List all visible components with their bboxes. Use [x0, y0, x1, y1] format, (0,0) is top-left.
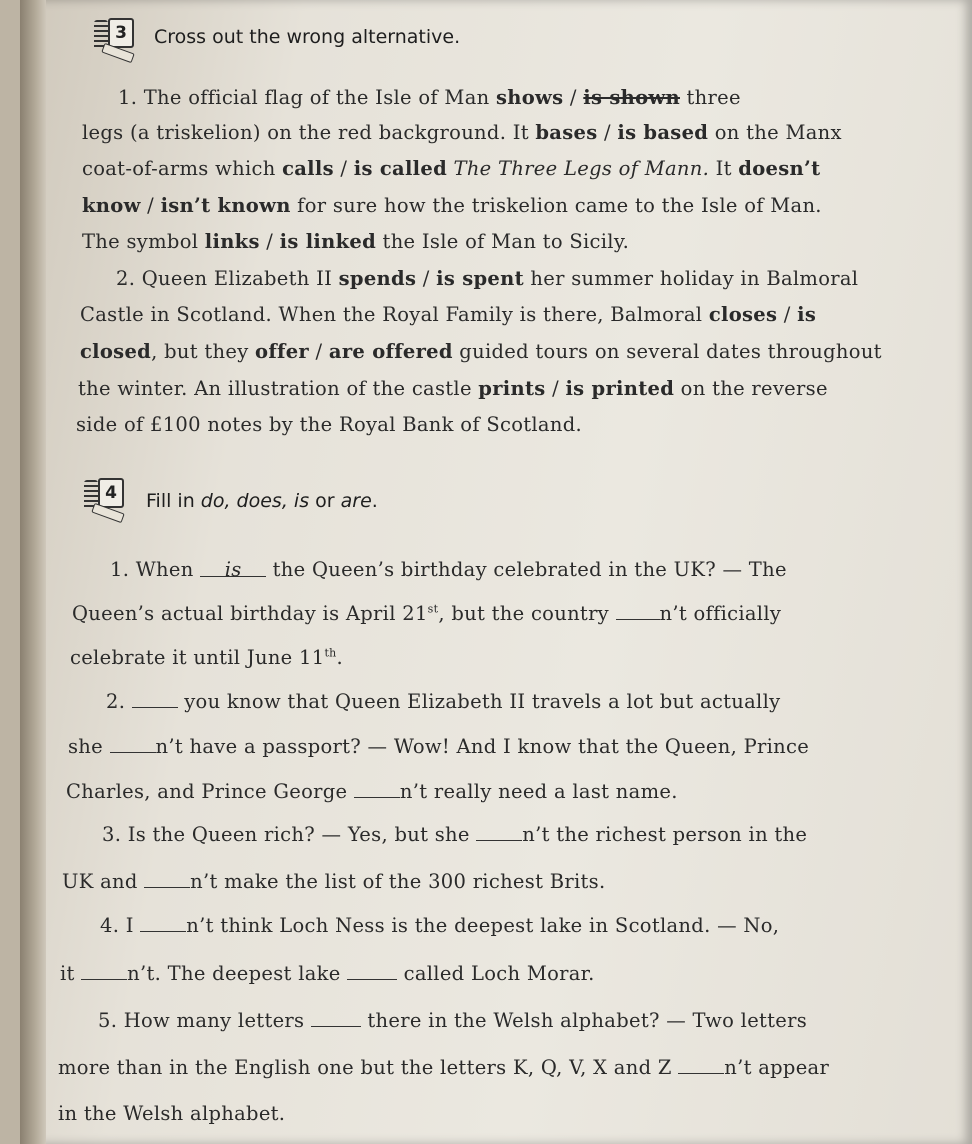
ex4-line-6 — [66, 779, 678, 803]
text: 1. When — [110, 558, 201, 581]
text: more than in the English one but the letters K, Q, V, X and Z — [58, 1056, 679, 1079]
answer-blank[interactable] — [347, 961, 397, 980]
text: 3. Is the Queen rich? — Yes, but she — [102, 823, 477, 846]
alternative: doesn’t — [738, 157, 821, 180]
alternative: is spent — [436, 267, 524, 290]
text: n’t have a passport? — Wow! And I know that the Queen, Prince — [155, 735, 810, 758]
ex3-line-8 — [80, 340, 882, 363]
ex3-line-1 — [118, 86, 741, 109]
alternative: calls — [282, 157, 334, 180]
alternative: is printed — [565, 377, 675, 400]
slash: / — [597, 121, 618, 144]
alternative: is — [797, 303, 817, 326]
answer-blank[interactable]: is — [200, 558, 266, 577]
ex3-line-4 — [82, 194, 822, 217]
text: n’t make the list of the 300 richest Brits. — [190, 870, 606, 893]
alternative: isn’t known — [160, 194, 291, 217]
text: n’t really need a last name. — [399, 780, 678, 803]
exercise-number: 3 — [108, 18, 134, 48]
ex4-line-9 — [100, 913, 779, 937]
exercise-4-instruction — [146, 490, 378, 512]
text: for sure how the triskelion came to the Isle of Man. — [290, 194, 822, 217]
exercise-3-instruction: Cross out the wrong alternative. — [154, 26, 461, 48]
ex3-line-9 — [78, 377, 828, 400]
alternative: are offered — [328, 340, 453, 363]
slash: / — [416, 267, 437, 290]
alternative: bases — [535, 121, 598, 144]
slash: / — [563, 86, 584, 109]
text: celebrate it until June 11 — [70, 646, 325, 669]
exercise-4-badge — [78, 478, 124, 518]
answer-blank[interactable] — [354, 779, 400, 798]
answer-blank[interactable] — [140, 913, 186, 932]
text: or — [309, 490, 341, 512]
text: on the Manx — [708, 121, 842, 144]
answer-blank[interactable] — [678, 1055, 724, 1074]
text: n’t. The deepest lake — [127, 962, 348, 985]
alternative: know — [82, 194, 141, 217]
text: on the reverse — [674, 377, 828, 400]
text: Castle in Scotland. When the Royal Family is there, Balmoral — [80, 303, 709, 326]
text: 4. I — [100, 914, 141, 937]
text: Queen’s actual birthday is April 21 — [72, 602, 428, 625]
ex4-line-8 — [62, 869, 605, 893]
text: she — [68, 735, 110, 758]
slash: / — [309, 340, 329, 363]
text: 2. Queen Elizabeth II — [116, 267, 339, 290]
text: the winter. An illustration of the castle — [78, 377, 479, 400]
italic-word: are — [340, 490, 372, 512]
ex3-line-6 — [116, 267, 858, 290]
exercise-3-badge — [88, 18, 134, 58]
text: the Queen’s birthday celebrated in the UK? — The — [266, 558, 787, 581]
text: called Loch Morar. — [397, 962, 595, 985]
slash: / — [777, 303, 798, 326]
alternative: prints — [478, 377, 546, 400]
alternative: offer — [255, 340, 310, 363]
ex4-line-13 — [58, 1102, 285, 1125]
text: , but the country — [438, 602, 616, 625]
text: side of £100 notes by the Royal Bank of Scotland. — [76, 413, 582, 436]
ex3-line-3 — [82, 157, 820, 180]
ex4-line-11 — [98, 1008, 807, 1032]
slash: / — [259, 230, 280, 253]
slash: / — [140, 194, 161, 217]
text: Charles, and Prince George — [66, 780, 354, 803]
alternative: shows — [495, 86, 564, 109]
italic-title: The Three Legs of Mann. — [453, 157, 710, 180]
ex4-line-3 — [70, 646, 343, 669]
text: The symbol — [82, 230, 205, 253]
text: her summer holiday in Balmoral — [523, 267, 859, 290]
alternative: closed — [80, 340, 152, 363]
answer-blank[interactable] — [110, 734, 156, 753]
text: it — [60, 962, 82, 985]
crossed-alternative: is shown — [583, 86, 680, 109]
answer-blank[interactable] — [81, 961, 127, 980]
answer-blank[interactable] — [144, 869, 190, 888]
text: . — [371, 490, 378, 512]
text: n’t think Loch Ness is the deepest lake in Scotland. — No, — [186, 914, 780, 937]
superscript: st — [427, 602, 439, 616]
ex4-line-12 — [58, 1055, 829, 1079]
slash: / — [333, 157, 354, 180]
alternative: is based — [617, 121, 709, 144]
alternative: spends — [338, 267, 417, 290]
text: It — [709, 157, 739, 180]
ex3-line-10 — [76, 413, 582, 436]
ex3-line-2 — [82, 121, 842, 144]
text: guided tours on several dates throughout — [452, 340, 882, 363]
ex4-line-10 — [60, 961, 595, 985]
text: coat-of-arms which — [82, 157, 283, 180]
book-spine — [20, 0, 46, 1144]
alternative: links — [204, 230, 260, 253]
text: there in the Welsh alphabet? — Two letters — [360, 1009, 808, 1032]
ex4-line-1 — [110, 558, 787, 581]
answer-blank[interactable] — [476, 822, 522, 841]
text: . — [336, 646, 344, 669]
exercise-number: 4 — [98, 478, 124, 508]
text: 2. — [106, 690, 132, 713]
text: Fill in — [146, 490, 201, 512]
text: in the Welsh alphabet. — [58, 1102, 286, 1125]
italic-words: do, does, is — [200, 490, 310, 512]
ex4-line-7 — [102, 822, 807, 846]
text: three — [680, 86, 741, 109]
text: UK and — [62, 870, 145, 893]
text: 5. How many letters — [98, 1009, 311, 1032]
text: 1. The official flag of the Isle of Man — [118, 86, 496, 109]
text: n’t appear — [724, 1056, 830, 1079]
ex3-line-7 — [80, 303, 816, 326]
text: , but they — [151, 340, 256, 363]
text: n’t the richest person in the — [522, 823, 808, 846]
alternative: is linked — [279, 230, 377, 253]
answer-blank[interactable] — [132, 689, 178, 708]
superscript: th — [324, 646, 337, 660]
text: you know that Queen Elizabeth II travels a lot but actually — [177, 690, 781, 713]
ex4-line-4 — [106, 689, 780, 713]
answer-blank[interactable] — [311, 1008, 361, 1027]
slash: / — [545, 377, 566, 400]
alternative: closes — [708, 303, 778, 326]
ex4-line-5 — [68, 734, 809, 758]
text: legs (a triskelion) on the red background. It — [82, 121, 536, 144]
ex4-line-2 — [72, 601, 781, 625]
answer-blank[interactable] — [616, 601, 660, 620]
text: n’t officially — [659, 602, 782, 625]
text: the Isle of Man to Sicily. — [376, 230, 630, 253]
ex3-line-5 — [82, 230, 629, 253]
alternative: is called — [353, 157, 448, 180]
